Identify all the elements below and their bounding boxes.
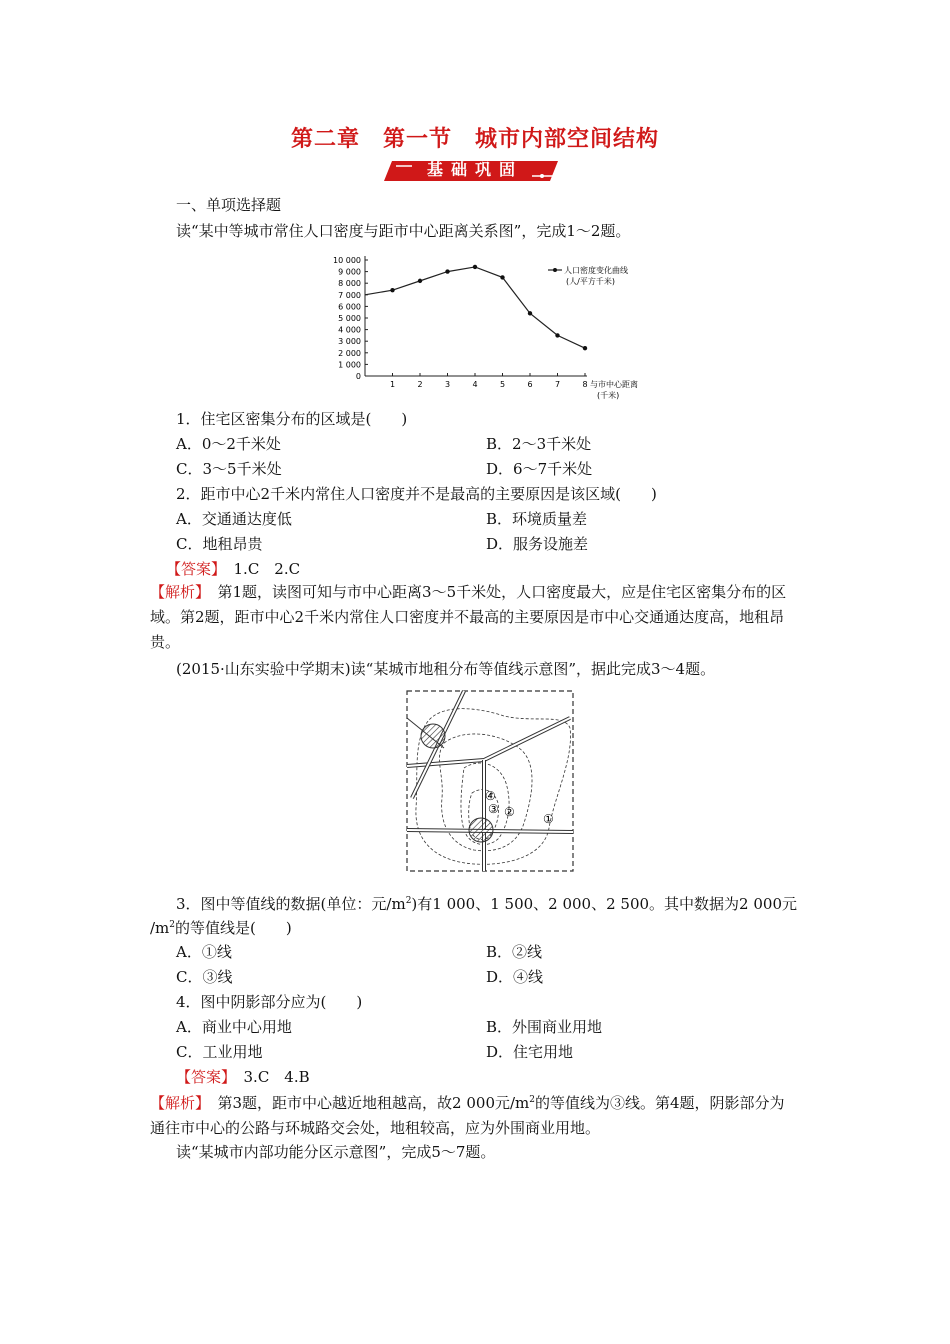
series-line bbox=[365, 267, 585, 348]
x-tick-label: 5 bbox=[499, 380, 506, 389]
x-tick-label: 7 bbox=[554, 380, 561, 389]
question-stem: 4．图中阴影部分应为( ) bbox=[176, 993, 363, 1011]
option-c: C．地租昂贵 bbox=[176, 535, 263, 553]
q3-sup-2: 2 bbox=[169, 920, 176, 930]
y-tick-label: 2 000 bbox=[338, 348, 361, 358]
x-axis-unit: (千米) bbox=[597, 391, 620, 400]
x-tick-label: 3 bbox=[444, 380, 451, 389]
x-tick-label: 8 bbox=[582, 380, 588, 389]
x-tick-label: 6 bbox=[527, 380, 533, 389]
q3-stem-d: 的等值线是( ) bbox=[175, 919, 292, 937]
y-tick-label: 1 000 bbox=[338, 360, 361, 370]
legend-marker bbox=[553, 268, 557, 272]
y-tick-label: 7 000 bbox=[338, 290, 361, 300]
data-point bbox=[583, 346, 587, 350]
option-a: A．①线 bbox=[176, 943, 232, 961]
explanation bbox=[150, 580, 790, 655]
question-stem: 2．距市中心2千米内常住人口密度并不是最高的主要原因是该区域( ) bbox=[176, 485, 657, 503]
y-tick-label: 5 000 bbox=[338, 314, 361, 323]
x-tick-label: 4 bbox=[472, 380, 478, 389]
option-c: C．3～5千米处 bbox=[176, 460, 282, 478]
banner-label: 基础巩固 bbox=[426, 160, 523, 179]
option-d: D．④线 bbox=[486, 968, 544, 986]
page-title: 第二章 第一节 城市内部空间结构 bbox=[290, 127, 659, 152]
answer-text: 1.C 2.C bbox=[218, 560, 301, 578]
intro-text: 读“某城市内部功能分区示意图”，完成5～7题。 bbox=[176, 1143, 496, 1161]
y-tick-label: 10 000 bbox=[333, 256, 361, 265]
y-tick-label: 9 000 bbox=[338, 267, 361, 277]
explanation-tag: 【解析】 bbox=[150, 1094, 203, 1112]
option-a: A．商业中心用地 bbox=[176, 1018, 292, 1036]
option-d: D．住宅用地 bbox=[486, 1043, 574, 1061]
option-a: A．0～2千米处 bbox=[176, 435, 281, 453]
data-point bbox=[528, 311, 532, 315]
explanation bbox=[150, 1088, 790, 1141]
option-b: B．环境质量差 bbox=[486, 510, 588, 528]
q3-sup: 2 bbox=[405, 896, 412, 906]
answer-line bbox=[166, 559, 300, 579]
section-banner bbox=[382, 159, 568, 183]
option-b: B．外围商业用地 bbox=[486, 1018, 603, 1036]
intro-text: (2015·山东实验中学期末)读“某城市地租分布等值线示意图”，据此完成3～4题。 bbox=[176, 660, 716, 678]
option-a: A．交通通达度低 bbox=[176, 510, 292, 528]
explanation-sup: 2 bbox=[529, 1095, 536, 1105]
y-tick-label: 8 000 bbox=[338, 279, 361, 289]
data-point bbox=[390, 288, 394, 292]
question-stem-cont bbox=[150, 915, 292, 938]
option-b: B．2～3千米处 bbox=[486, 435, 592, 453]
explanation-text-a: 第3题，距市中心越近地租越高，故2 000元/m bbox=[202, 1094, 530, 1112]
explanation-text-b: 的等值线为③线。第4题，阴影部分为通往市中心的公路与环城路交会处，地租较高，应为外围商业用地。 bbox=[150, 1094, 785, 1137]
y-tick-label: 0 bbox=[355, 372, 361, 381]
isoline-label-3: ③ bbox=[488, 802, 499, 816]
data-point bbox=[445, 269, 449, 273]
legend-label: 人口密度变化曲线 bbox=[564, 266, 628, 275]
intro-text: 读“某中等城市常住人口密度与距市中心距离关系图”，完成1～2题。 bbox=[176, 222, 631, 240]
answer-tag: 【答案】 bbox=[176, 1068, 229, 1086]
option-c: C．工业用地 bbox=[176, 1043, 263, 1061]
option-c: C．③线 bbox=[176, 968, 233, 986]
y-tick-label: 3 000 bbox=[338, 337, 361, 347]
option-b: B．②线 bbox=[486, 943, 543, 961]
land-rent-isoline-map bbox=[404, 688, 576, 874]
population-density-chart bbox=[320, 252, 660, 400]
question-stem: 1．住宅区密集分布的区域是( ) bbox=[176, 410, 408, 428]
isoline-label-4: ④ bbox=[485, 789, 496, 803]
isoline-label-2: ② bbox=[504, 805, 515, 819]
explanation-text: 第1题，读图可知与市中心距离3～5千米处，人口密度最大，应是住宅区密集分布的区域。第2题，距市中心2千米内常住人口密度并不最高的主要原因是市中心交通通达度高，地租昂贵。 bbox=[150, 583, 787, 651]
section-heading: 一、单项选择题 bbox=[176, 196, 282, 214]
y-tick-label: 6 000 bbox=[338, 302, 361, 312]
option-d: D．服务设施差 bbox=[486, 535, 589, 553]
question-stem bbox=[176, 891, 797, 914]
answer-text: 3.C 4.B bbox=[228, 1068, 310, 1086]
legend-unit: (人/平方千米) bbox=[566, 277, 615, 286]
answer-tag: 【答案】 bbox=[166, 560, 219, 578]
option-d: D．6～7千米处 bbox=[486, 460, 593, 478]
q3-stem-c: /m bbox=[150, 919, 170, 937]
q3-stem-a: 3．图中等值线的数据(单位：元/m bbox=[176, 895, 406, 913]
data-point bbox=[418, 279, 422, 283]
data-point bbox=[473, 265, 477, 269]
x-axis-label: 与市中心距离 bbox=[590, 380, 638, 389]
q3-stem-b: )有1 000、1 500、2 000、2 500。其中数据为2 000元 bbox=[411, 895, 797, 913]
data-point bbox=[555, 333, 559, 337]
y-tick-label: 4 000 bbox=[338, 325, 361, 335]
x-tick-label: 1 bbox=[389, 380, 396, 389]
isoline-label-1: ① bbox=[543, 812, 554, 826]
explanation-tag: 【解析】 bbox=[150, 583, 203, 601]
x-tick-label: 2 bbox=[417, 380, 423, 389]
answer-line bbox=[176, 1067, 310, 1087]
data-point bbox=[500, 275, 504, 279]
